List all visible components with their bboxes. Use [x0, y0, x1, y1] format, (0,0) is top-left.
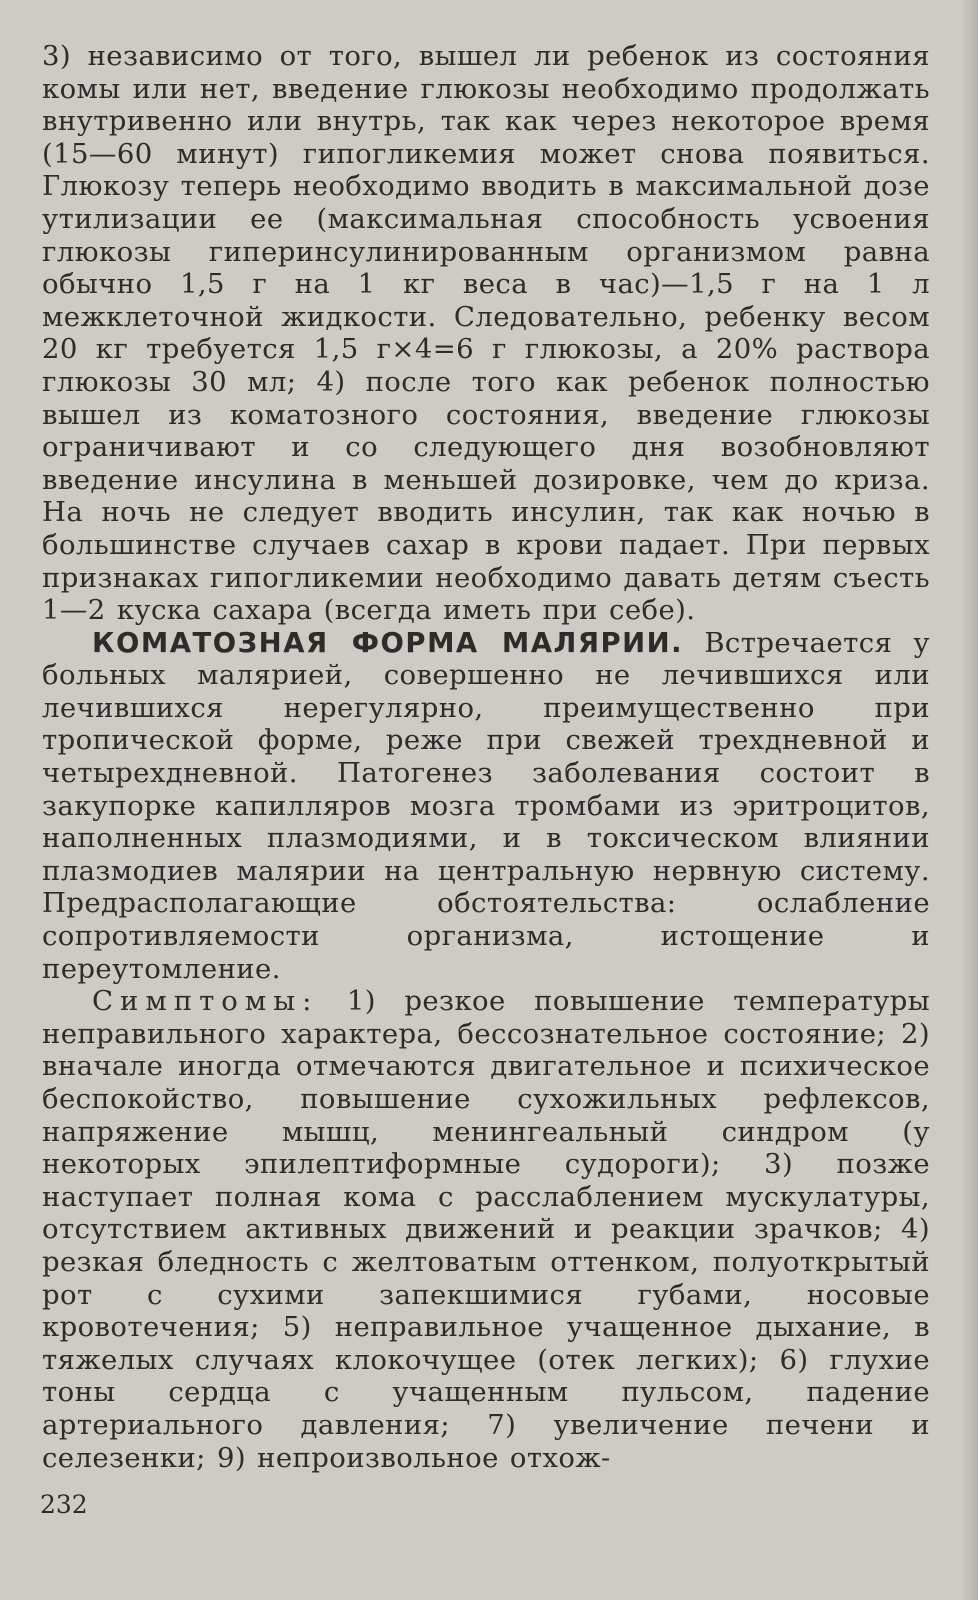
page-edge-shadow [960, 0, 978, 1600]
paragraph-malaria-coma-text: Встречается у больных малярией, совершенно не лечившихся или лечившихся нерегулярно, преимущественно при тропической форме, реже при свежей трехдневной и четырехдневной. Патогенез заболевания состоит в закупорке капилляров мозга тромбами из эритроцитов, наполненных плазмодиями, и в токсическом влиянии плазмодиев малярии на центральную нервную систему. Предрасполагающие обстоятельства: ослабление сопротивляемости организма, истощение и переутомление. [42, 626, 930, 985]
symptoms-lead-word: Симптомы: [92, 985, 319, 1018]
paragraph-glucose-treatment: 3) независимо от того, вышел ли ребенок из состояния комы или нет, введение глюкозы необходимо продолжать внутривенно или внутрь, так как через некоторое время (15—60 минут) гипогликемия может снова появиться. Глюкозу теперь необходимо вводить в максимальной дозе утилизации ее (максимальная способность усвоения глюкозы гиперинсулинированным организмом равна обычно 1,5 г на 1 кг веса в час)—1,5 г на 1 л межклеточной жидкости. Следовательно, ребенку весом 20 кг требуется 1,5 г×4=6 г глюкозы, а 20% раствора глюкозы 30 мл; 4) после того как ребенок полностью вышел из коматозного состояния, введение глюкозы ограничивают и со следующего дня возобновляют введение инсулина в меньшей дозировке, чем до криза. На ночь не следует вводить инсулин, так как ночью в большинстве случаев сахар в крови падает. При первых признаках гипогликемии необходимо давать детям съесть 1—2 куска сахара (всегда иметь при себе). [42, 40, 930, 627]
paragraph-symptoms-text: 1) резкое повышение температуры неправильного характера, бессознательное состояние; 2) вначале иногда отмечаются двигательное и психическое беспокойство, повышение сухожильных рефлексов, напряжение мышц, менингеальный синдром (у некоторых эпилептиформные судороги); 3) позже наступает полная кома с расслаблением мускулатуры, отсутствием активных движений и реакции зрачков; 4) резкая бледность с желтоватым оттенком, полуоткрытый рот с сухими запекшимися губами, носовые кровотечения; 5) неправильное учащенное дыхание, в тяжелых случаях клокочущее (отек легких); 6) глухие тоны сердца с учащенным пульсом, падение артериального давления; 7) увеличение печени и селезенки; 9) непроизвольное отхож- [42, 985, 930, 1474]
paragraph-malaria-coma [42, 627, 930, 986]
page-number: 232 [40, 1490, 88, 1519]
page-body-text [42, 40, 930, 1474]
paragraph-symptoms [42, 985, 930, 1474]
section-heading-malaria-coma: КОМАТОЗНАЯ ФОРМА МАЛЯРИИ. [92, 626, 684, 659]
